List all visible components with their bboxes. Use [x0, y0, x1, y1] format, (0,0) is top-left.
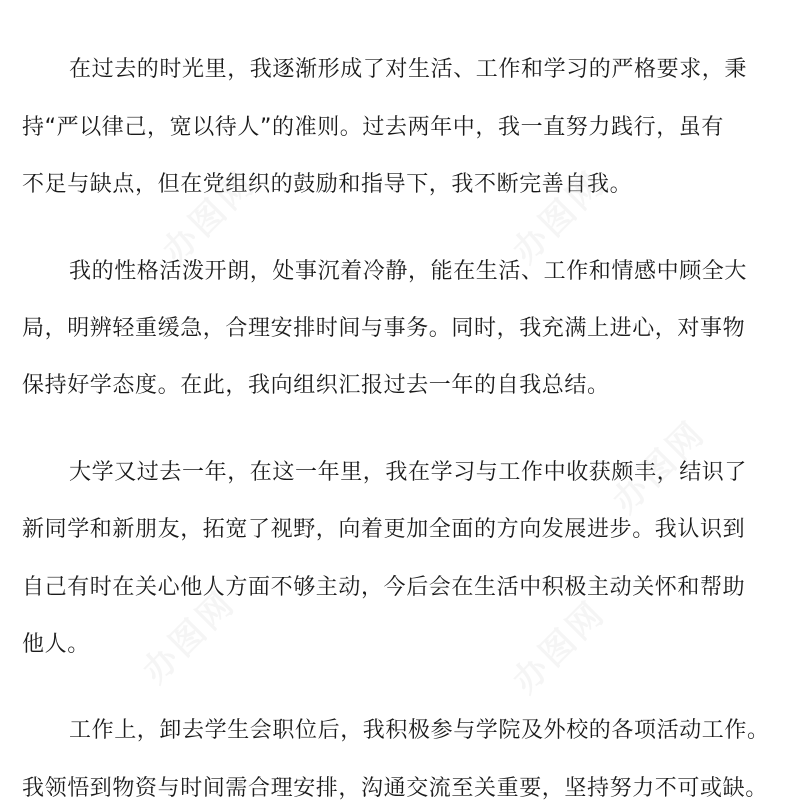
watermark-logo: 办图网 — [155, 162, 264, 272]
paragraph-1-line-1: 在过去的时光里，我逐渐形成了对生活、工作和学习的严格要求，秉 — [69, 57, 748, 82]
paragraph-2-line-2: 局，明辨轻重缓急，合理安排时间与事务。同时，我充满上进心，对事物 — [22, 316, 746, 341]
paragraph-3-line-3: 自己有时在关心他人方面不够主动，今后会在生活中积极主动关怀和帮助 — [22, 575, 746, 600]
paragraph-3-line-2: 新同学和新朋友，拓宽了视野，向着更加全面的方向发展进步。我认识到 — [22, 517, 746, 542]
paragraph-2-line-1: 我的性格活泼开朗，处事沉着冷静，能在生活、工作和情感中顾全大 — [69, 259, 748, 284]
watermark-logo: 办图网 — [505, 162, 614, 272]
watermark-logo: 办图网 — [605, 412, 714, 522]
paragraph-4-line-1: 工作上，卸去学生会职位后，我积极参与学院及外校的各项活动工作。 — [69, 718, 770, 743]
paragraph-3-line-4: 他人。 — [22, 632, 90, 657]
paragraph-3-line-1: 大学又过去一年，在这一年里，我在学习与工作中收获颇丰，结识了 — [69, 460, 748, 485]
watermark-logo: 办图网 — [505, 592, 614, 702]
paragraph-1-line-3: 不足与缺点，但在党组织的鼓励和指导下，我不断完善自我。 — [22, 172, 633, 197]
paragraph-2-line-3: 保持好学态度。在此，我向组织汇报过去一年的自我总结。 — [22, 373, 610, 398]
paragraph-1-line-2: 持“严以律己，宽以待人”的准则。过去两年中，我一直努力践行，虽有 — [22, 115, 724, 140]
paragraph-4-line-2: 我领悟到物资与时间需合理安排，沟通交流至关重要，坚持努力不可或缺。 — [22, 776, 768, 800]
watermark-logo: 办图网 — [135, 582, 244, 692]
